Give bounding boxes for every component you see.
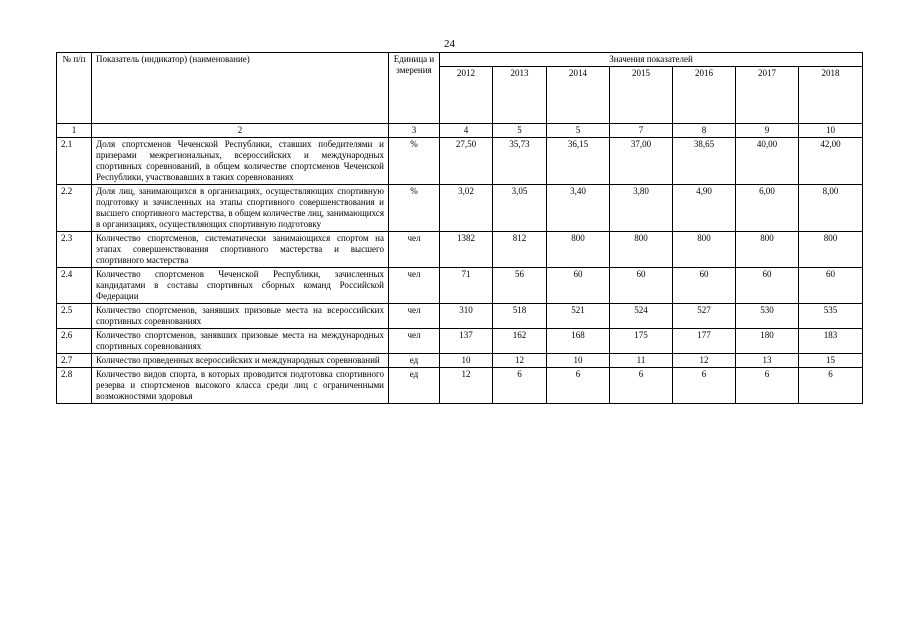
value-cell-2017: 800 bbox=[736, 232, 799, 268]
value-cell-2014: 521 bbox=[547, 304, 610, 329]
table-row bbox=[57, 138, 863, 185]
unit-cell: чел bbox=[389, 329, 440, 354]
indicator-name: Количество спортсменов, занявших призовые места на международных спортивных соревнованиях bbox=[92, 329, 389, 354]
unit-cell: чел bbox=[389, 232, 440, 268]
row-number: 2.6 bbox=[57, 329, 92, 354]
value-cell-2012: 12 bbox=[440, 368, 493, 404]
value-cell-2017: 6 bbox=[736, 368, 799, 404]
value-cell-2015: 800 bbox=[610, 232, 673, 268]
indicators-table bbox=[56, 52, 863, 404]
table-row bbox=[57, 268, 863, 304]
unit-cell: % bbox=[389, 185, 440, 232]
row-number: 2.4 bbox=[57, 268, 92, 304]
table-row bbox=[57, 368, 863, 404]
indicator-name: Количество спортсменов, занявших призовые места на всероссийских спортивных соревнованиях bbox=[92, 304, 389, 329]
column-number: 3 bbox=[389, 124, 440, 138]
column-number-row bbox=[57, 124, 863, 138]
unit-cell: ед bbox=[389, 354, 440, 368]
num-column-header: № п/п bbox=[57, 53, 92, 124]
value-cell-2016: 527 bbox=[673, 304, 736, 329]
year-header-2012: 2012 bbox=[440, 67, 493, 124]
column-number: 10 bbox=[799, 124, 863, 138]
value-cell-2012: 71 bbox=[440, 268, 493, 304]
value-cell-2016: 6 bbox=[673, 368, 736, 404]
value-cell-2015: 37,00 bbox=[610, 138, 673, 185]
value-cell-2018: 800 bbox=[799, 232, 863, 268]
unit-cell: чел bbox=[389, 304, 440, 329]
table-row bbox=[57, 185, 863, 232]
value-cell-2016: 60 bbox=[673, 268, 736, 304]
value-cell-2013: 518 bbox=[493, 304, 547, 329]
page-number: 24 bbox=[444, 38, 455, 50]
row-number: 2.3 bbox=[57, 232, 92, 268]
value-cell-2015: 11 bbox=[610, 354, 673, 368]
column-number: 5 bbox=[493, 124, 547, 138]
value-cell-2018: 6 bbox=[799, 368, 863, 404]
indicator-name: Количество видов спорта, в которых проводится подготовка спортивного резерва и спортсменов высокого класса среди лиц с ограниченными возможностями здоровья bbox=[92, 368, 389, 404]
value-cell-2016: 4,90 bbox=[673, 185, 736, 232]
unit-cell: чел bbox=[389, 268, 440, 304]
row-number: 2.7 bbox=[57, 354, 92, 368]
value-cell-2015: 3,80 bbox=[610, 185, 673, 232]
value-cell-2014: 3,40 bbox=[547, 185, 610, 232]
value-cell-2017: 180 bbox=[736, 329, 799, 354]
value-cell-2014: 800 bbox=[547, 232, 610, 268]
indicators-body bbox=[57, 138, 863, 404]
value-cell-2014: 168 bbox=[547, 329, 610, 354]
year-header-2014: 2014 bbox=[547, 67, 610, 124]
value-cell-2013: 6 bbox=[493, 368, 547, 404]
value-cell-2015: 524 bbox=[610, 304, 673, 329]
table-row bbox=[57, 232, 863, 268]
value-cell-2013: 56 bbox=[493, 268, 547, 304]
value-cell-2012: 3,02 bbox=[440, 185, 493, 232]
value-cell-2013: 35,73 bbox=[493, 138, 547, 185]
value-cell-2017: 13 bbox=[736, 354, 799, 368]
column-number: 8 bbox=[673, 124, 736, 138]
unit-column-header: Единица измерения bbox=[389, 53, 440, 124]
year-header-2018: 2018 bbox=[799, 67, 863, 124]
year-header-2015: 2015 bbox=[610, 67, 673, 124]
value-cell-2013: 162 bbox=[493, 329, 547, 354]
row-number: 2.2 bbox=[57, 185, 92, 232]
column-number: 2 bbox=[92, 124, 389, 138]
value-cell-2016: 12 bbox=[673, 354, 736, 368]
value-cell-2016: 800 bbox=[673, 232, 736, 268]
value-cell-2015: 175 bbox=[610, 329, 673, 354]
row-number: 2.1 bbox=[57, 138, 92, 185]
value-cell-2013: 12 bbox=[493, 354, 547, 368]
value-cell-2018: 60 bbox=[799, 268, 863, 304]
column-number: 9 bbox=[736, 124, 799, 138]
value-cell-2018: 15 bbox=[799, 354, 863, 368]
value-cell-2016: 38,65 bbox=[673, 138, 736, 185]
indicator-name: Доля лиц, занимающихся в организациях, осуществляющих спортивную подготовку и зачисленных на этапы спортивного совершенствования и высшего спортивного мастерства, в общем количестве лиц, занимающихся в организациях, осуществляющих спортивную подготовку bbox=[92, 185, 389, 232]
value-cell-2012: 310 bbox=[440, 304, 493, 329]
value-cell-2017: 60 bbox=[736, 268, 799, 304]
row-number: 2.8 bbox=[57, 368, 92, 404]
value-cell-2014: 60 bbox=[547, 268, 610, 304]
indicator-name: Количество спортсменов Чеченской Республики, зачисленных кандидатами в составы спортивных сборных команд Российской Федерации bbox=[92, 268, 389, 304]
column-number: 1 bbox=[57, 124, 92, 138]
unit-cell: ед bbox=[389, 368, 440, 404]
values-group-header: Значения показателей bbox=[440, 53, 863, 67]
year-header-2017: 2017 bbox=[736, 67, 799, 124]
value-cell-2014: 6 bbox=[547, 368, 610, 404]
value-cell-2016: 177 bbox=[673, 329, 736, 354]
value-cell-2012: 27,50 bbox=[440, 138, 493, 185]
value-cell-2018: 8,00 bbox=[799, 185, 863, 232]
indicator-column-header: Показатель (индикатор) (наименование) bbox=[92, 53, 389, 124]
value-cell-2014: 36,15 bbox=[547, 138, 610, 185]
indicator-name: Количество спортсменов, систематически занимающихся спортом на этапах совершенствования спортивного мастерства и высшего спортивного мастерства bbox=[92, 232, 389, 268]
indicator-name: Количество проведенных всероссийских и международных соревнований bbox=[92, 354, 389, 368]
value-cell-2012: 1382 bbox=[440, 232, 493, 268]
unit-cell: % bbox=[389, 138, 440, 185]
value-cell-2018: 535 bbox=[799, 304, 863, 329]
year-header-2013: 2013 bbox=[493, 67, 547, 124]
value-cell-2012: 137 bbox=[440, 329, 493, 354]
value-cell-2018: 183 bbox=[799, 329, 863, 354]
value-cell-2018: 42,00 bbox=[799, 138, 863, 185]
year-header-2016: 2016 bbox=[673, 67, 736, 124]
column-number: 5 bbox=[547, 124, 610, 138]
column-number: 7 bbox=[610, 124, 673, 138]
value-cell-2015: 60 bbox=[610, 268, 673, 304]
value-cell-2017: 40,00 bbox=[736, 138, 799, 185]
value-cell-2015: 6 bbox=[610, 368, 673, 404]
value-cell-2014: 10 bbox=[547, 354, 610, 368]
value-cell-2017: 530 bbox=[736, 304, 799, 329]
value-cell-2017: 6,00 bbox=[736, 185, 799, 232]
value-cell-2013: 3,05 bbox=[493, 185, 547, 232]
column-number: 4 bbox=[440, 124, 493, 138]
table-row bbox=[57, 354, 863, 368]
row-number: 2.5 bbox=[57, 304, 92, 329]
table-row bbox=[57, 304, 863, 329]
table-row bbox=[57, 329, 863, 354]
value-cell-2012: 10 bbox=[440, 354, 493, 368]
value-cell-2013: 812 bbox=[493, 232, 547, 268]
indicator-name: Доля спортсменов Чеченской Республики, ставших победителями и призерами межрегиональных, всероссийских и международных спортивных соревнований, в общем количестве спортсменов Чеченской Республики, участвовавших в таких соревнованиях bbox=[92, 138, 389, 185]
